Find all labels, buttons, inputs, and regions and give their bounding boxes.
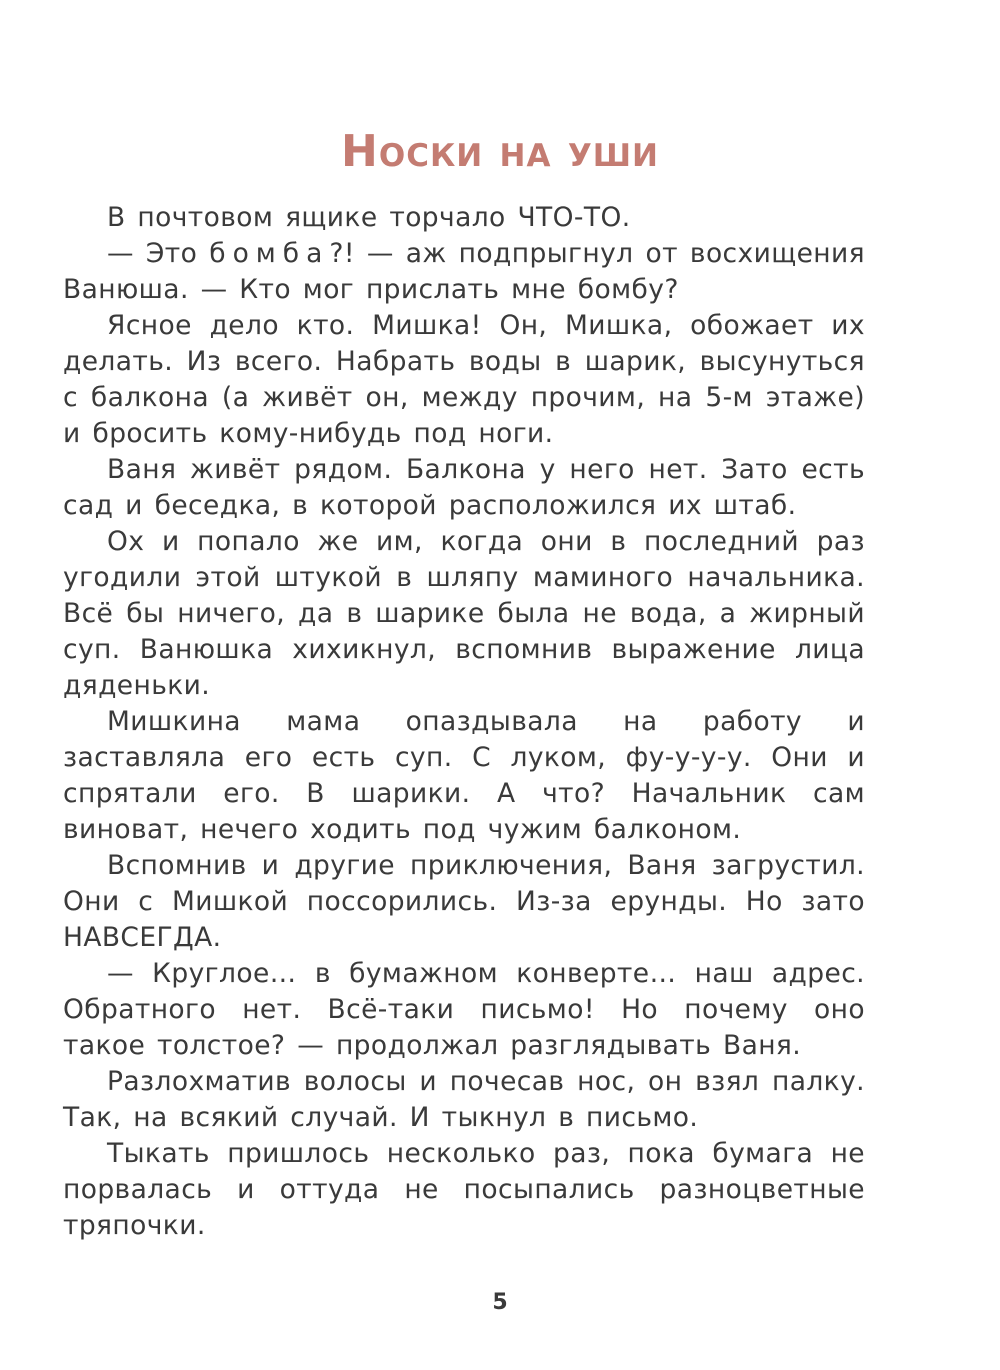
paragraph: Ох и попало же им, когда они в последний раз угодили этой штукой в шляпу маминого начальника. Всё бы ничего, да в шарике была не вода, а жирный суп. Ванюшка хихикнул, вспомнив выражение лица дяденьки. — [63, 526, 865, 701]
paragraph — [63, 236, 865, 308]
chapter-title: Носки на уши — [341, 126, 659, 177]
paragraph: Ясное дело кто. Мишка! Он, Мишка, обожает их делать. Из всего. Набрать воды в шарик, высунуться с балкона (а живёт он, между прочим, на 5-м этаже) и бросить кому-нибудь под ноги. — [63, 310, 865, 449]
paragraph: Тыкать пришлось несколько раз, пока бумага не порвалась и оттуда не посыпались разноцветные тряпочки. — [63, 1138, 865, 1241]
paragraph: Ваня живёт рядом. Балкона у него нет. Зато есть сад и беседка, в которой расположился их штаб. — [63, 454, 865, 521]
page-number: 5 — [492, 1290, 508, 1315]
paragraph-text: — Это — [107, 238, 210, 269]
paragraph: Вспомнив и другие приключения, Ваня загрустил. Они с Мишкой поссорились. Из-за ерунды. Но зато НАВСЕГДА. — [63, 850, 865, 953]
paragraph: Мишкина мама опаздывала на работу и заставляла его есть суп. С луком, фу-у-у-у. Они и спрятали его. В шарики. А что? Начальник сам виноват, нечего ходить под чужим балконом. — [63, 706, 865, 845]
paragraph: — Круглое… в бумажном конверте… наш адрес. Обратного нет. Всё-таки письмо! Но почему оно такое толстое? — продолжал разглядывать Ваня. — [63, 958, 865, 1061]
paragraph: В почтовом ящике торчало ЧТО-ТО. — [107, 202, 631, 233]
paragraph-text: ?! — аж подпрыгнул от восхищения Ванюша. — Кто мог прислать мне бомбу? — [63, 238, 865, 305]
spaced-word: бомба — [209, 238, 330, 269]
paragraph: Разлохматив волосы и почесав нос, он взял палку. Так, на всякий случай. И тыкнул в письмо. — [63, 1066, 865, 1133]
body-text — [63, 200, 865, 1244]
